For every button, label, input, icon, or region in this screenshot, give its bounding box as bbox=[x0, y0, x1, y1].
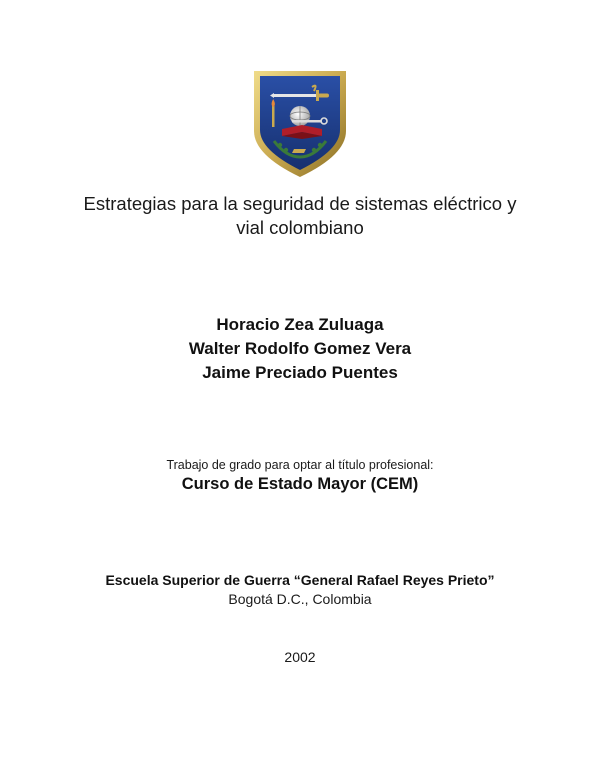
degree-note: Trabajo de grado para optar al título profesional: bbox=[166, 458, 434, 472]
author-name: Walter Rodolfo Gomez Vera bbox=[188, 339, 412, 358]
degree-name: Curso de Estado Mayor (CEM) bbox=[181, 475, 419, 493]
institution-name: Escuela Superior de Guerra “General Rafael Reyes Prieto” bbox=[105, 572, 495, 588]
military-school-shield-icon bbox=[252, 69, 348, 179]
title-line-2: vial colombiano bbox=[236, 217, 364, 238]
document-title bbox=[60, 192, 540, 240]
author-name: Jaime Preciado Puentes bbox=[202, 363, 398, 382]
author-name: Horacio Zea Zuluaga bbox=[216, 315, 384, 334]
author-list bbox=[60, 313, 540, 385]
publication-year: 2002 bbox=[284, 649, 316, 665]
title-line-1: Estrategias para la seguridad de sistemas eléctrico y bbox=[83, 193, 517, 214]
institution-location: Bogotá D.C., Colombia bbox=[228, 591, 372, 607]
